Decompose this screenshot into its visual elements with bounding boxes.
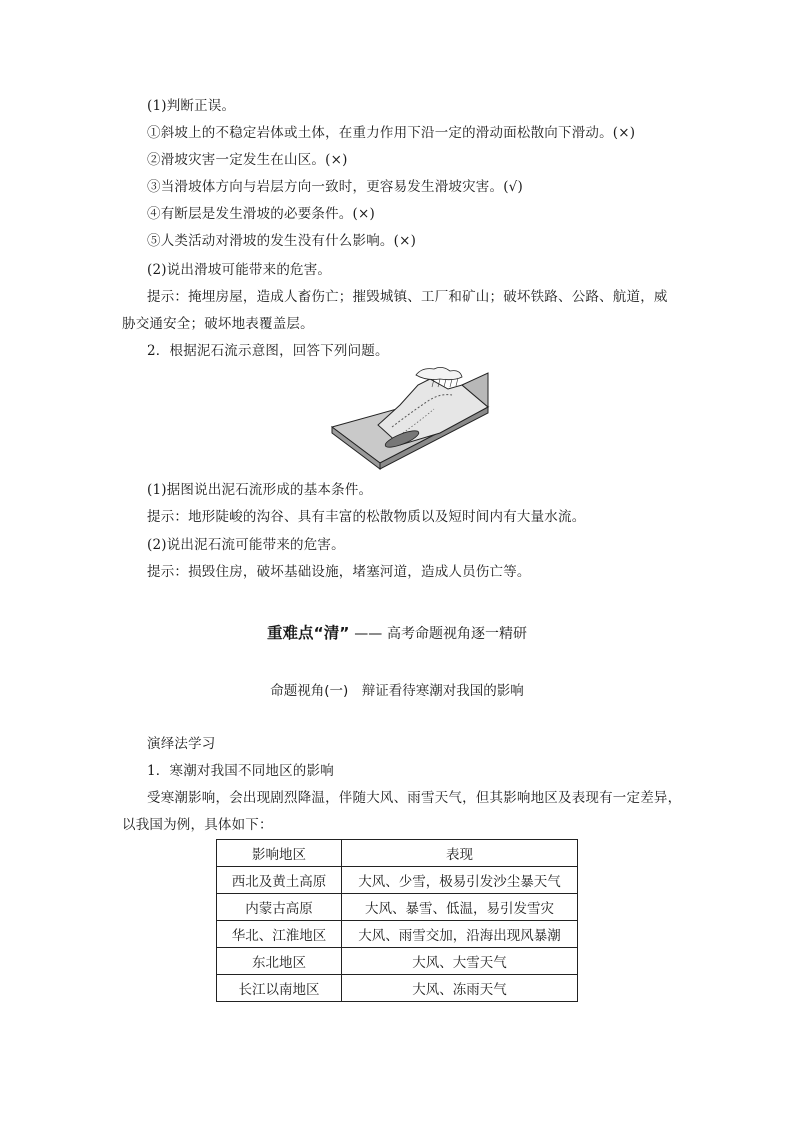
q2-subquestion-1: (1)据图说出泥石流形成的基本条件。 — [147, 482, 373, 498]
section-title-rest: 高考命题视角逐一精研 — [386, 626, 527, 642]
study-label: 演绎法学习 — [147, 736, 216, 752]
debris-flow-diagram — [330, 365, 490, 470]
q2-subquestion-2: (2)说出泥石流可能带来的危害。 — [147, 537, 345, 553]
q1-subquestion-2: (2)说出滑坡可能带来的危害。 — [147, 262, 332, 278]
table-row — [217, 867, 578, 894]
table-cell-effect: 大风、冻雨天气 — [342, 975, 578, 1002]
q1-item-2: ②滑坡灾害一定发生在山区。(×) — [147, 152, 348, 168]
section-title-bold: 重难点“清” — [267, 624, 350, 642]
q1-item-4: ④有断层是发生滑坡的必要条件。(×) — [147, 206, 375, 222]
table-header-region: 影响地区 — [217, 840, 342, 867]
table-cell-region: 内蒙古高原 — [217, 894, 342, 921]
table-cell-region: 长江以南地区 — [217, 975, 342, 1002]
table-row — [217, 948, 578, 975]
table-cell-region: 华北、江淮地区 — [217, 921, 342, 948]
q1-item-1: ①斜坡上的不稳定岩体或土体，在重力作用下沿一定的滑动面松散向下滑动。(×) — [147, 125, 636, 141]
table-row — [217, 921, 578, 948]
table-cell-effect: 大风、大雪天气 — [342, 948, 578, 975]
q2-answer-2: 提示：损毁住房，破坏基础设施，堵塞河道，造成人员伤亡等。 — [147, 564, 531, 580]
q1-answer-line-2: 胁交通安全；破坏地表覆盖层。 — [122, 316, 314, 332]
table-header-row — [217, 840, 578, 867]
study-point-1: 1．寒潮对我国不同地区的影响 — [147, 763, 334, 779]
section-title — [0, 621, 794, 643]
perspective-title: 命题视角(一) 辩证看待寒潮对我国的影响 — [270, 683, 524, 699]
q1-item-5: ⑤人类活动对滑坡的发生没有什么影响。(×) — [147, 233, 417, 249]
section-title-dash: —— — [354, 626, 383, 642]
table-cell-region: 西北及黄土高原 — [217, 867, 342, 894]
table-row — [217, 894, 578, 921]
table-row — [217, 975, 578, 1002]
q2-answer-1: 提示：地形陡峻的沟谷、具有丰富的松散物质以及短时间内有大量水流。 — [147, 509, 586, 525]
table-header-effect: 表现 — [342, 840, 578, 867]
table-cell-effect: 大风、暴雪、低温，易引发雪灾 — [342, 894, 578, 921]
q1-answer-line-1: 提示：掩埋房屋，造成人畜伤亡；摧毁城镇、工厂和矿山；破坏铁路、公路、航道，威 — [147, 289, 668, 305]
study-paragraph-line-2: 以我国为例，具体如下： — [122, 817, 273, 833]
cold-wave-impact-table — [216, 839, 578, 1002]
q1-heading: (1)判断正误。 — [147, 98, 236, 114]
q1-item-3: ③当滑坡体方向与岩层方向一致时，更容易发生滑坡灾害。(√) — [147, 179, 523, 195]
table-cell-region: 东北地区 — [217, 948, 342, 975]
table-cell-effect: 大风、少雪，极易引发沙尘暴天气 — [342, 867, 578, 894]
study-paragraph-line-1: 受寒潮影响，会出现剧烈降温，伴随大风、雨雪天气，但其影响地区及表现有一定差异， — [147, 790, 682, 806]
q2-heading: 2．根据泥石流示意图，回答下列问题。 — [147, 343, 389, 359]
table-cell-effect: 大风、雨雪交加，沿海出现风暴潮 — [342, 921, 578, 948]
